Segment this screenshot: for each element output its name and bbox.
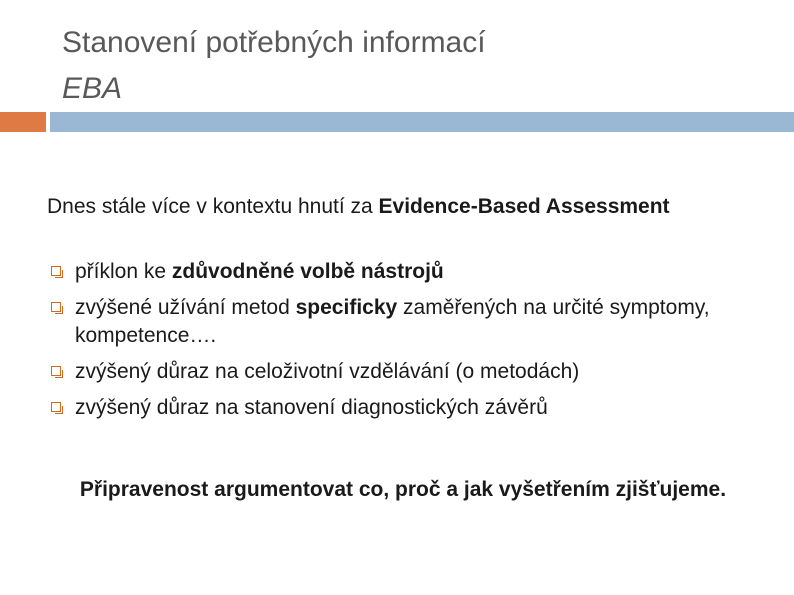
bullet-bold-text: specificky xyxy=(295,296,398,319)
bullet-bold-text: zdůvodněné volbě nástrojů xyxy=(171,260,444,283)
bullet-item xyxy=(47,294,747,350)
bullet-list xyxy=(47,258,747,430)
intro-text: Dnes stále více v kontextu hnutí za xyxy=(47,195,379,218)
title-accent-bar-blue xyxy=(50,112,794,132)
square-bullet-icon xyxy=(51,302,61,312)
intro-paragraph xyxy=(47,192,747,221)
bullet-item xyxy=(47,258,747,286)
bullet-text: zvýšený důraz na celoživotní vzdělávání (o metodách) xyxy=(75,360,580,383)
title-line-1: Stanovení potřebných informací xyxy=(62,26,486,59)
slide-title xyxy=(62,20,486,112)
bullet-text: zvýšené užívání metod xyxy=(75,296,296,319)
bullet-text: příklon ke xyxy=(75,260,172,283)
bullet-text-after: zaměřených na určité symptomy, kompetence…. xyxy=(75,296,710,347)
square-bullet-icon xyxy=(51,366,61,376)
title-line-2: EBA xyxy=(62,72,123,105)
square-bullet-icon xyxy=(51,402,61,412)
closing-statement: Připravenost argumentovat co, proč a jak vyšetřením zjišťujeme. xyxy=(79,478,727,501)
bullet-item xyxy=(47,358,747,386)
bullet-item xyxy=(47,394,747,422)
title-accent-bar-orange xyxy=(0,112,46,132)
bullet-text: zvýšený důraz na stanovení diagnostických závěrů xyxy=(75,396,548,419)
square-bullet-icon xyxy=(51,266,61,276)
intro-bold-text: Evidence-Based Assessment xyxy=(378,195,670,218)
